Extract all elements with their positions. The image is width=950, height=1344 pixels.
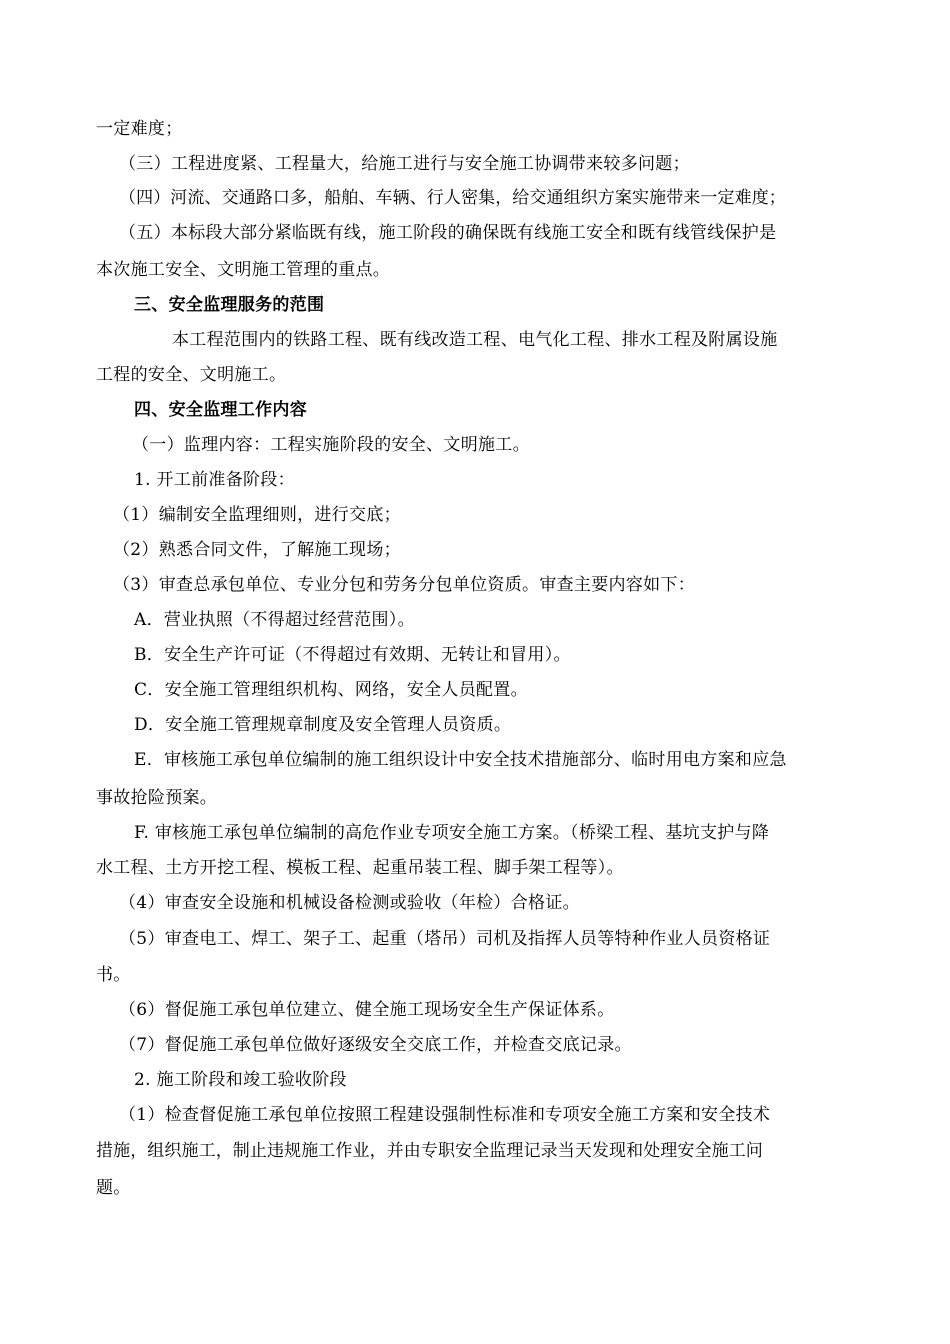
text-line: （3）审查总承包单位、专业分包和劳务分包单位资质。审查主要内容如下： [113, 575, 696, 595]
text-line: C．安全施工管理组织机构、网络，安全人员配置。 [134, 680, 528, 700]
text-line: （四）河流、交通路口多，船舶、车辆、行人密集，给交通组织方案实施带来一定难度； [119, 188, 786, 208]
section-heading: 四、安全监理工作内容 [134, 400, 307, 420]
text-line: （五）本标段大部分紧临既有线，施工阶段的确保既有线施工安全和既有线管线保护是 [119, 223, 777, 243]
text-line: （6）督促施工承包单位建立、健全施工现场安全生产保证体系。 [119, 1000, 615, 1020]
text-line: E．审核施工承包单位编制的施工组织设计中安全技术措施部分、临时用电方案和应急 [134, 750, 787, 770]
text-line: 题。 [96, 1178, 131, 1198]
text-line: （1）编制安全监理细则，进行交底； [113, 505, 401, 525]
text-line: 水工程、土方开挖工程、模板工程、起重吊装工程、脚手架工程等）。 [96, 858, 624, 878]
text-line: （7）督促施工承包单位做好逐级安全交底工作，并检查交底记录。 [119, 1035, 632, 1055]
text-line: 本工程范围内的铁路工程、既有线改造工程、电气化工程、排水工程及附属设施 [172, 330, 778, 350]
text-line: 事故抢险预案。 [96, 788, 218, 808]
text-line: （2）熟悉合同文件，了解施工现场； [113, 540, 401, 560]
section-heading: 三、安全监理服务的范围 [134, 295, 325, 315]
text-line: 工程的安全、文明施工。 [96, 365, 287, 385]
text-line: （一）监理内容：工程实施阶段的安全、文明施工。 [132, 435, 530, 455]
text-line: D．安全施工管理规章制度及安全管理人员资质。 [134, 715, 512, 735]
text-line: 措施，组织施工，制止违规施工作业，并由专职安全监理记录当天发现和处理安全施工问 [96, 1141, 763, 1161]
text-line: A．营业执照（不得超过经营范围）。 [134, 610, 415, 630]
text-line: F. 审核施工承包单位编制的高危作业专项安全施工方案。（桥梁工程、基坑支护与降 [134, 823, 770, 843]
text-line: （5）审查电工、焊工、架子工、起重（塔吊）司机及指挥人员等特种作业人员资格证 [119, 929, 771, 949]
text-line: B．安全生产许可证（不得超过有效期、无转让和冒用）。 [134, 645, 571, 665]
text-line: （4）审查安全设施和机械设备检测或验收（年检）合格证。 [119, 893, 580, 913]
text-line: 一定难度； [96, 119, 183, 139]
text-line: 本次施工安全、文明施工管理的重点。 [96, 260, 391, 280]
subsection-heading: 2. 施工阶段和竣工验收阶段 [134, 1070, 347, 1090]
text-line: 书。 [96, 965, 131, 985]
text-line: 1. 开工前准备阶段： [134, 470, 295, 490]
text-line: （1）检查督促施工承包单位按照工程建设强制性标准和专项安全施工方案和安全技术 [119, 1105, 771, 1125]
text-line: （三）工程进度紧、工程量大，给施工进行与安全施工协调带来较多问题； [119, 154, 690, 174]
